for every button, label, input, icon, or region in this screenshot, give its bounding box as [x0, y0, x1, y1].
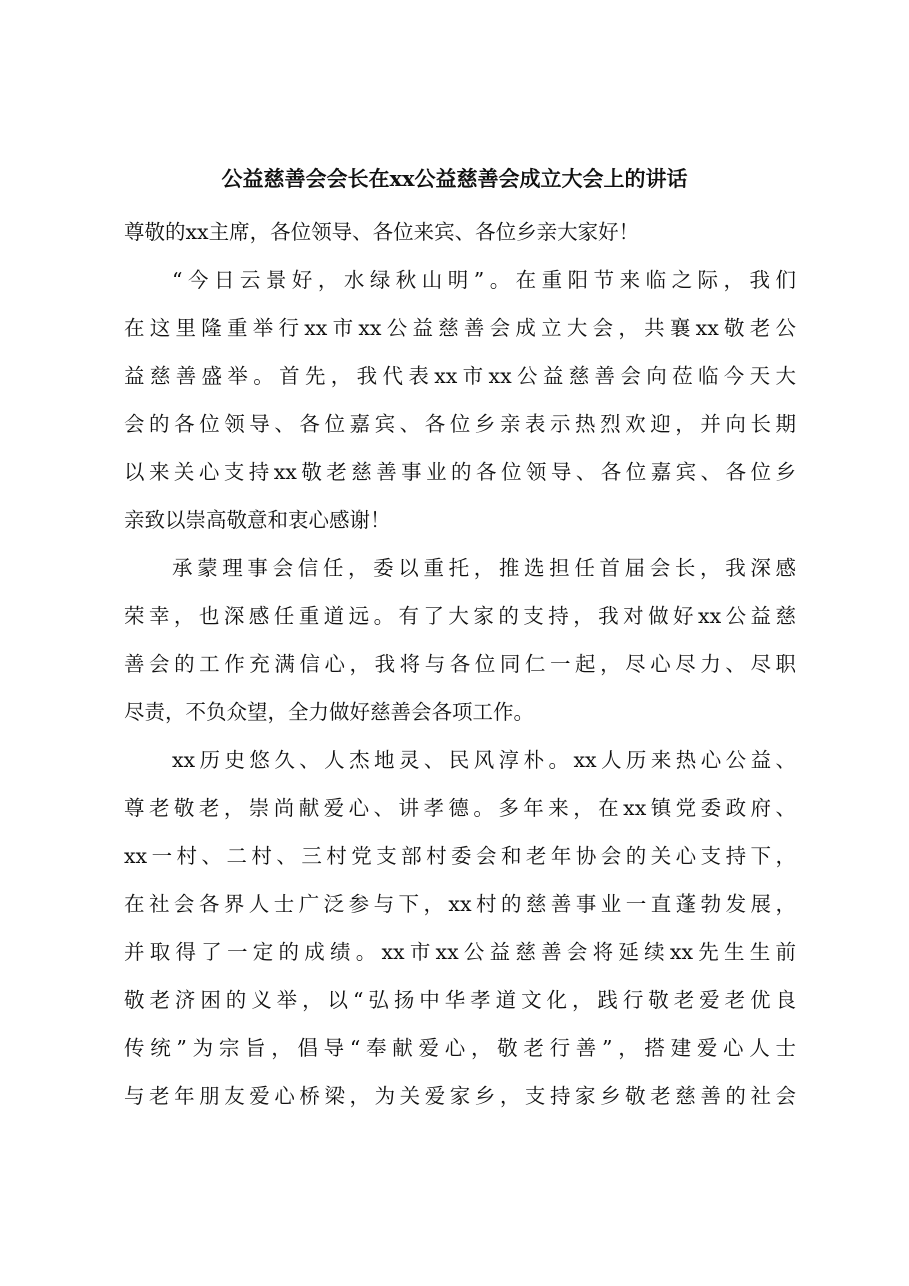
text-line: 尽责，不负众望，全力做好慈善会各项工作。: [124, 700, 534, 724]
text-line: 荣幸，也深感任重道远。有了大家的支持，我对做好xx公益慈: [124, 604, 796, 628]
text-line: 敬老济困的义举，以“弘扬中华孝道文化，践行敬老爱老优良: [124, 988, 796, 1012]
text-line: 与老年朋友爱心桥梁，为关爱家乡，支持家乡敬老慈善的社会: [124, 1084, 796, 1108]
salutation-line: 尊敬的xx主席，各位领导、各位来宾、各位乡亲大家好！: [124, 220, 640, 244]
text-line: 以来关心支持xx敬老慈善事业的各位领导、各位嘉宾、各位乡: [124, 460, 796, 484]
text-line: 承蒙理事会信任，委以重托，推选担任首届会长，我深感: [172, 556, 796, 580]
text-line: 传统”为宗旨，倡导“奉献爱心，敬老行善”，搭建爱心人士: [124, 1036, 796, 1060]
text-line: 善会的工作充满信心，我将与各位同仁一起，尽心尽力、尽职: [124, 652, 796, 676]
text-line: xx一村、二村、三村党支部村委会和老年协会的关心支持下，: [124, 844, 796, 868]
text-line: “今日云景好，水绿秋山明”。在重阳节来临之际，我们: [172, 268, 796, 292]
text-line: 在社会各界人士广泛参与下，xx村的慈善事业一直蓬勃发展，: [124, 892, 796, 916]
text-line: 并取得了一定的成绩。xx市xx公益慈善会将延续xx先生生前: [124, 940, 796, 964]
text-line: 在这里隆重举行xx市xx公益慈善会成立大会，共襄xx敬老公: [124, 316, 796, 340]
text-line: 益慈善盛举。首先，我代表xx市xx公益慈善会向莅临今天大: [124, 364, 796, 388]
text-line: 亲致以崇高敬意和衷心感谢！: [124, 508, 391, 532]
text-line: xx历史悠久、人杰地灵、民风淳朴。xx人历来热心公益、: [172, 748, 796, 772]
text-line: 会的各位领导、各位嘉宾、各位乡亲表示热烈欢迎，并向长期: [124, 412, 796, 436]
text-line: 尊老敬老，崇尚献爱心、讲孝德。多年来，在xx镇党委政府、: [124, 796, 796, 820]
document-title: 公益慈善会会长在xx公益慈善会成立大会上的讲话: [221, 166, 688, 191]
